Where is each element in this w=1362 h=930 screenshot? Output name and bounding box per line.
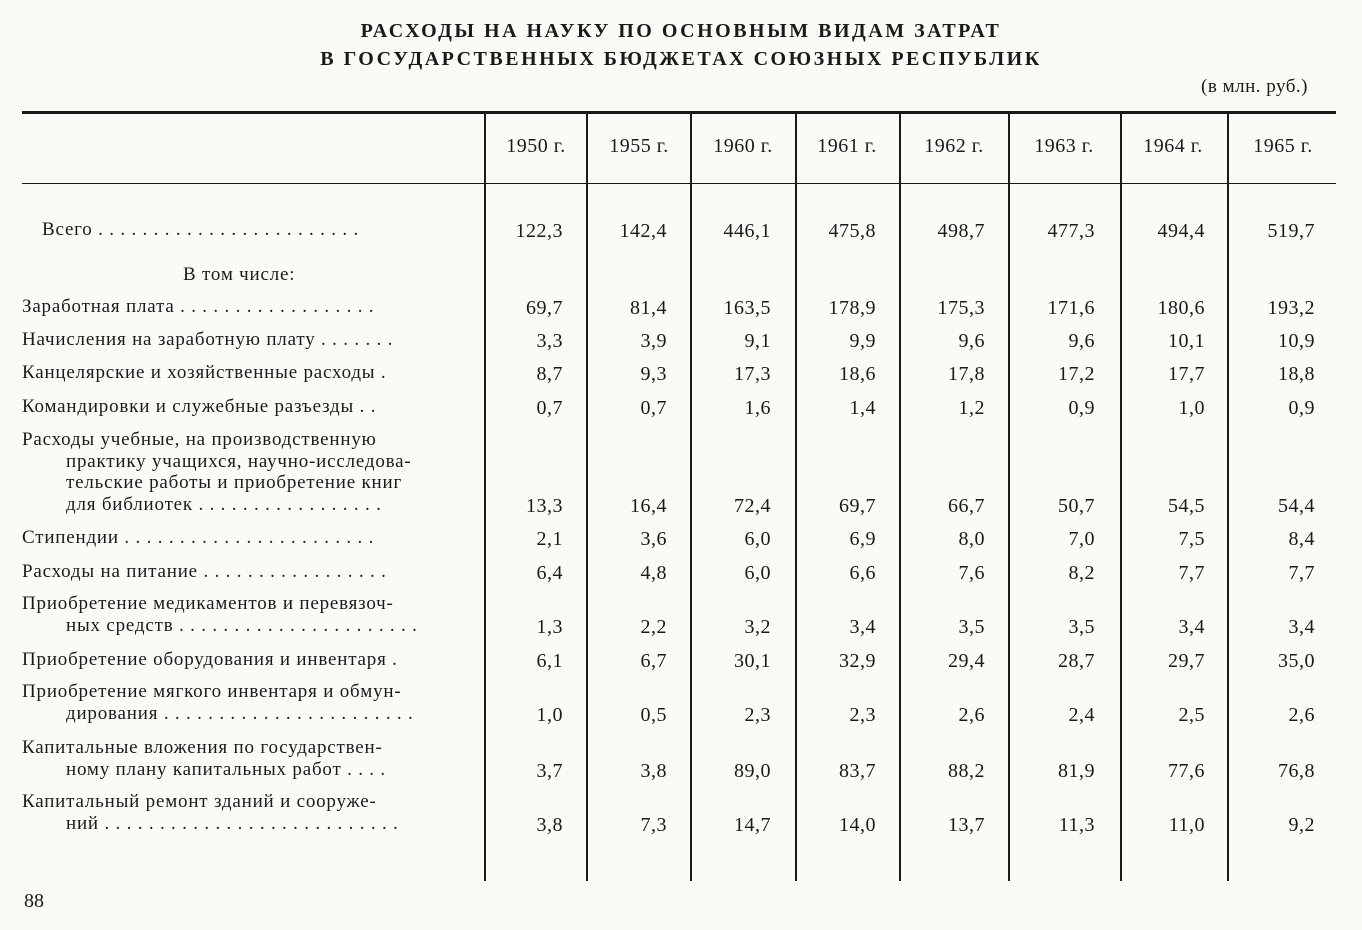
row-label: Расходы учебные, на производственную [22,429,377,450]
value-cell: 13,3 [526,495,563,517]
table-top-rule [22,111,1336,114]
value-cell: 17,7 [1168,363,1205,385]
value-cell: 11,3 [1058,814,1095,836]
value-cell: 475,8 [828,220,876,242]
value-cell: 7,3 [640,814,667,836]
row-label: тельские работы и приобретение книг [66,472,403,493]
value-cell: 18,8 [1278,363,1315,385]
row-label: Капитальные вложения по государствен- [22,737,383,758]
value-cell: 3,8 [536,814,563,836]
row-label: практику учащихся, научно-исследова- [66,451,412,472]
value-cell: 83,7 [839,760,876,782]
value-cell: 17,2 [1058,363,1095,385]
value-cell: 50,7 [1058,495,1095,517]
value-cell: 2,6 [958,704,985,726]
value-cell: 17,8 [948,363,985,385]
row-label: ному плану капитальных работ . . . . [66,759,386,780]
value-cell: 6,6 [849,562,876,584]
value-cell: 178,9 [828,297,876,319]
value-cell: 81,4 [630,297,667,319]
value-cell: 163,5 [723,297,771,319]
value-cell: 8,2 [1068,562,1095,584]
value-cell: 3,5 [1068,616,1095,638]
year-header: 1950 г. [506,135,566,157]
value-cell: 35,0 [1278,650,1315,672]
value-cell: 6,4 [536,562,563,584]
value-cell: 3,9 [640,330,667,352]
value-cell: 9,3 [640,363,667,385]
value-cell: 477,3 [1047,220,1095,242]
value-cell: 0,9 [1288,397,1315,419]
row-label: Начисления на заработную плату . . . . . . . [22,329,394,350]
value-cell: 8,4 [1288,528,1315,550]
value-cell: 3,4 [1178,616,1205,638]
year-header: 1960 г. [713,135,773,157]
value-cell: 69,7 [526,297,563,319]
value-cell: 6,7 [640,650,667,672]
year-header: 1965 г. [1253,135,1313,157]
value-cell: 9,6 [1068,330,1095,352]
value-cell: 2,3 [849,704,876,726]
year-header: 1961 г. [817,135,877,157]
value-cell: 2,4 [1068,704,1095,726]
row-label: для библиотек . . . . . . . . . . . . . . . . . [66,494,382,515]
row-label: ных средств . . . . . . . . . . . . . . . . . . . . . . [66,615,418,636]
value-cell: 1,2 [958,397,985,419]
value-cell: 29,7 [1168,650,1205,672]
value-cell: 519,7 [1267,220,1315,242]
value-cell: 17,3 [734,363,771,385]
value-cell: 4,8 [640,562,667,584]
value-cell: 89,0 [734,760,771,782]
value-cell: 2,3 [744,704,771,726]
value-cell: 6,1 [536,650,563,672]
value-cell: 7,7 [1178,562,1205,584]
value-cell: 7,5 [1178,528,1205,550]
row-label: ний . . . . . . . . . . . . . . . . . . . . . . . . . . . [66,813,399,834]
row-label: Командировки и служебные разъезды . . [22,396,377,417]
unit-note: (в млн. руб.) [1201,76,1308,97]
table-title-line-1: РАСХОДЫ НА НАУКУ ПО ОСНОВНЫМ ВИДАМ ЗАТРАТ [360,20,1002,42]
value-cell: 11,0 [1168,814,1205,836]
value-cell: 3,8 [640,760,667,782]
subheading: В том числе: [183,264,296,285]
value-cell: 193,2 [1267,297,1315,319]
value-cell: 2,2 [640,616,667,638]
value-cell: 6,0 [744,528,771,550]
value-cell: 1,6 [744,397,771,419]
value-cell: 9,9 [849,330,876,352]
value-cell: 54,4 [1278,495,1315,517]
value-cell: 16,4 [630,495,667,517]
value-cell: 494,4 [1157,220,1205,242]
header-bottom-rule [22,183,1336,184]
value-cell: 9,2 [1288,814,1315,836]
value-cell: 13,7 [948,814,985,836]
value-cell: 7,7 [1288,562,1315,584]
value-cell: 180,6 [1157,297,1205,319]
value-cell: 66,7 [948,495,985,517]
value-cell: 3,2 [744,616,771,638]
value-cell: 18,6 [839,363,876,385]
value-cell: 77,6 [1168,760,1205,782]
value-cell: 142,4 [619,220,667,242]
row-label: Всего . . . . . . . . . . . . . . . . . . . . . . . . [42,219,359,240]
value-cell: 1,3 [536,616,563,638]
value-cell: 498,7 [937,220,985,242]
year-header: 1962 г. [924,135,984,157]
value-cell: 6,0 [744,562,771,584]
table-title-line-2: В ГОСУДАРСТВЕННЫХ БЮДЖЕТАХ СОЮЗНЫХ РЕСПУБЛИК [320,48,1042,70]
value-cell: 8,0 [958,528,985,550]
value-cell: 76,8 [1278,760,1315,782]
value-cell: 2,6 [1288,704,1315,726]
value-cell: 6,9 [849,528,876,550]
value-cell: 1,0 [536,704,563,726]
value-cell: 7,0 [1068,528,1095,550]
value-cell: 10,1 [1168,330,1205,352]
row-label: Капитальный ремонт зданий и сооруже- [22,791,377,812]
value-cell: 3,6 [640,528,667,550]
value-cell: 14,7 [734,814,771,836]
value-cell: 0,7 [536,397,563,419]
year-header: 1955 г. [609,135,669,157]
value-cell: 3,3 [536,330,563,352]
row-label: Приобретение медикаментов и перевязоч- [22,593,394,614]
value-cell: 7,6 [958,562,985,584]
value-cell: 175,3 [937,297,985,319]
value-cell: 29,4 [948,650,985,672]
value-cell: 81,9 [1058,760,1095,782]
value-cell: 88,2 [948,760,985,782]
value-cell: 69,7 [839,495,876,517]
value-cell: 122,3 [515,220,563,242]
value-cell: 1,4 [849,397,876,419]
value-cell: 30,1 [734,650,771,672]
value-cell: 171,6 [1047,297,1095,319]
value-cell: 72,4 [734,495,771,517]
value-cell: 54,5 [1168,495,1205,517]
row-label: Приобретение оборудования и инвентаря . [22,649,398,670]
value-cell: 3,5 [958,616,985,638]
year-header: 1964 г. [1143,135,1203,157]
row-label: Канцелярские и хозяйственные расходы . [22,362,387,383]
page-number: 88 [24,890,44,912]
value-cell: 32,9 [839,650,876,672]
value-cell: 2,5 [1178,704,1205,726]
value-cell: 1,0 [1178,397,1205,419]
value-cell: 3,4 [1288,616,1315,638]
value-cell: 446,1 [723,220,771,242]
value-cell: 9,6 [958,330,985,352]
value-cell: 0,5 [640,704,667,726]
row-label: Стипендии . . . . . . . . . . . . . . . . . . . . . . . [22,527,375,548]
value-cell: 0,7 [640,397,667,419]
row-label: дирования . . . . . . . . . . . . . . . . . . . . . . . [66,703,414,724]
value-cell: 8,7 [536,363,563,385]
value-cell: 2,1 [536,528,563,550]
row-label: Расходы на питание . . . . . . . . . . . . . . . . . [22,561,387,582]
value-cell: 14,0 [839,814,876,836]
row-label: Приобретение мягкого инвентаря и обмун- [22,681,402,702]
value-cell: 9,1 [744,330,771,352]
value-cell: 28,7 [1058,650,1095,672]
row-label: Заработная плата . . . . . . . . . . . . . . . . . . [22,296,375,317]
value-cell: 3,7 [536,760,563,782]
value-cell: 10,9 [1278,330,1315,352]
year-header: 1963 г. [1034,135,1094,157]
value-cell: 3,4 [849,616,876,638]
value-cell: 0,9 [1068,397,1095,419]
